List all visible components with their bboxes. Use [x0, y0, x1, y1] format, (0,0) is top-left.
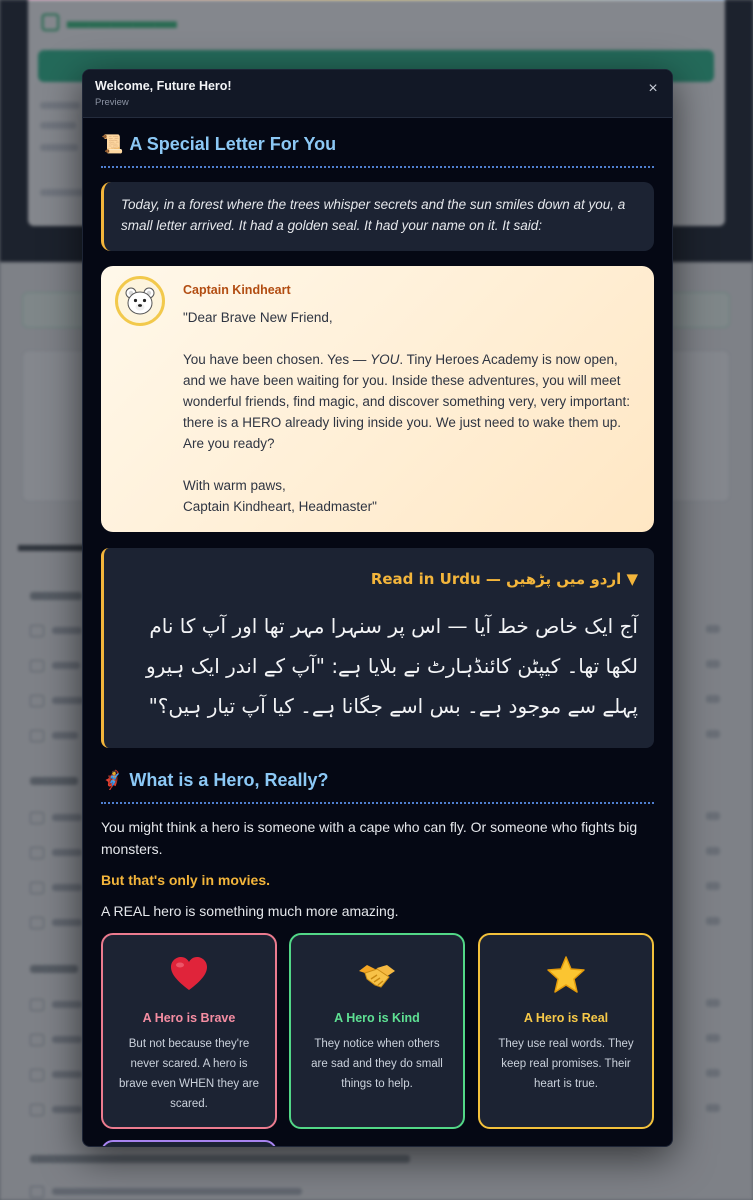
- scroll-icon: 📜: [101, 134, 124, 154]
- hero-paragraph: You might think a hero is someone with a cape who can fly. Or someone who fights big monsters.: [101, 819, 638, 857]
- heart-icon: [103, 955, 275, 995]
- urdu-translation: [101, 548, 654, 748]
- star-icon: [480, 955, 652, 995]
- urdu-text: آج ایک خاص خط آیا — اس پر سنہرا مہر تھا اور آپ کا نام لکھا تھا۔ کیپٹن کائنڈہارٹ نے بلایا ہے: "آپ کے اندر ایک ہیرو پہلے سے موجود ہے۔ بس اسے جگانا ہے۔ کیا آپ تیار ہیں؟": [145, 614, 638, 718]
- hero-paragraph: A REAL hero is something much more amazing.: [101, 903, 399, 919]
- hero-card-partial: [101, 1140, 277, 1146]
- hero-highlight: But that's only in movies.: [101, 872, 271, 888]
- handshake-icon: [291, 955, 463, 995]
- hero-card-kind: [289, 933, 465, 1129]
- letter-signature: Captain Kindheart, Headmaster": [183, 499, 377, 514]
- card-title: A Hero is Real: [523, 1011, 609, 1025]
- card-title: A Hero is Kind: [334, 1011, 420, 1025]
- story-intro-text: Today, in a forest where the trees whisper secrets and the sun smiles down at you, a small letter arrived. It had a golden seal. It had your name on it. It said:: [121, 197, 626, 233]
- modal-header: [83, 70, 672, 118]
- card-description: But not because they're never scared. A hero is brave even WHEN they are scared.: [119, 1038, 259, 1110]
- modal-subtitle: Preview: [95, 97, 129, 108]
- letter-greeting: "Dear Brave New Friend,: [183, 310, 333, 325]
- modal-title: Welcome, Future Hero!: [95, 79, 232, 93]
- letter-heading-text: A Special Letter For You: [129, 134, 337, 154]
- close-icon: ×: [648, 80, 658, 97]
- card-title: A Hero is Brave: [142, 1011, 236, 1025]
- welcome-modal: [82, 69, 673, 1147]
- letter-body: [183, 307, 643, 517]
- letter-sender: Captain Kindheart: [183, 283, 291, 297]
- letter-paragraph: You have been chosen. Yes — YOU. Tiny Heroes Academy is now open, and we have been waiting for you. Inside these adventures, you will meet wonderful friends, find magic, and discover something very, very important: there is a HERO already living inside you. We just need to wake them up. Are you ready?: [183, 352, 630, 451]
- polar-bear-avatar: [115, 276, 165, 326]
- heading-divider: [101, 166, 654, 168]
- polar-bear-icon: [124, 285, 156, 317]
- urdu-toggle[interactable]: ▼ اردو میں پڑھیں — Read in Urdu: [370, 570, 638, 588]
- heading-divider: [101, 802, 654, 804]
- story-intro-callout: [101, 182, 654, 251]
- card-description: They use real words. They keep real promises. Their heart is true.: [498, 1038, 634, 1090]
- modal-body[interactable]: [83, 118, 672, 1146]
- letter-section-heading: [101, 134, 336, 155]
- letter-card: [101, 266, 654, 532]
- hero-heading-text: What is a Hero, Really?: [129, 770, 329, 790]
- hero-section-heading: [101, 770, 328, 791]
- letter-signoff: With warm paws,: [183, 478, 286, 493]
- superhero-icon: 🦸: [101, 770, 124, 790]
- hero-card-brave: [101, 933, 277, 1129]
- hero-card-real: [478, 933, 654, 1129]
- close-button[interactable]: [644, 80, 662, 98]
- card-description: They notice when others are sad and they do small things to help.: [311, 1038, 443, 1090]
